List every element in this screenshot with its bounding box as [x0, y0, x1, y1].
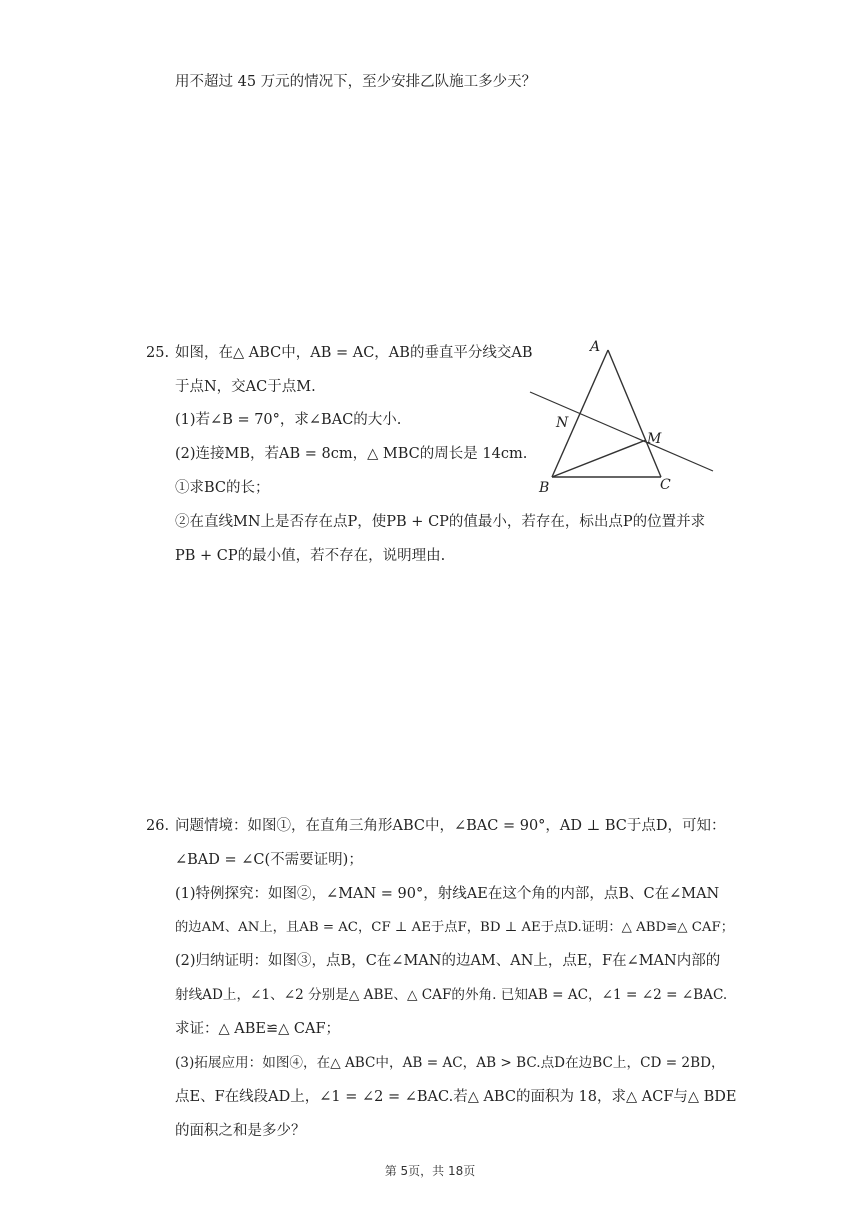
q26-line-4: 的边AM、AN上，且AB = AC，CF ⊥ AE于点F，BD ⊥ AE于点D.证明：△ ABD≌△ CAF；	[175, 920, 735, 935]
q26-line-9: 点E、F在线段AD上，∠1 = ∠2 = ∠BAC.若△ ABC的面积为 18，求△ ACF与△ BDE	[175, 1089, 737, 1105]
q25-line-4: (2)连接MB，若AB = 8cm，△ MBC的周长是 14cm.	[175, 446, 528, 462]
label-c: C	[660, 477, 671, 493]
page-footer: 第 5页，共 18页	[384, 1164, 476, 1178]
triangle-figure	[520, 330, 720, 500]
q25-line-7: PB + CP的最小值，若不存在，说明理由.	[175, 548, 446, 564]
q26-line-7: 求证：△ ABE≌△ CAF；	[175, 1021, 341, 1037]
label-a: A	[590, 339, 601, 355]
q25-line-3: (1)若∠B = 70°，求∠BAC的大小.	[175, 412, 402, 428]
q26-line-5: (2)归纳证明：如图③，点B，C在∠MAN的边AM、AN上，点E，F在∠MAN内部的	[175, 953, 721, 969]
label-b: B	[539, 480, 550, 496]
q26-line-10: 的面积之和是多少？	[175, 1123, 306, 1139]
q25-line-6: ②在直线MN上是否存在点P，使PB + CP的值最小，若存在，标出点P的位置并求	[175, 514, 706, 530]
continued-question-text: 用不超过 45 万元的情况下，至少安排乙队施工多少天？	[175, 74, 537, 90]
q26-line-6: 射线AD上，∠1、∠2 分别是△ ABE、△ CAF的外角. 已知AB = AC，∠1 = ∠2 = ∠BAC.	[175, 987, 728, 1003]
q25-line-5: ①求BC的长；	[175, 480, 270, 496]
q26-line-3: (1)特例探究：如图②，∠MAN = 90°，射线AE在这个角的内部，点B、C在∠MAN	[175, 886, 720, 902]
label-m: M	[647, 431, 662, 447]
q25-line-2: 于点N，交AC于点M.	[175, 379, 316, 395]
question-26-number: 26.	[146, 818, 170, 834]
q26-line-2: ∠BAD = ∠C(不需要证明)；	[175, 852, 363, 868]
question-25-number: 25.	[146, 345, 170, 361]
q26-line-1: 问题情境：如图①，在直角三角形ABC中，∠BAC = 90°，AD ⊥ BC于点D，可知：	[175, 818, 726, 834]
label-n: N	[556, 415, 569, 431]
q25-line-1: 如图，在△ ABC中，AB = AC，AB的垂直平分线交AB	[175, 345, 533, 361]
q26-line-8: (3)拓展应用：如图④，在△ ABC中，AB = AC，AB > BC.点D在边BC上，CD = 2BD，	[175, 1055, 725, 1071]
